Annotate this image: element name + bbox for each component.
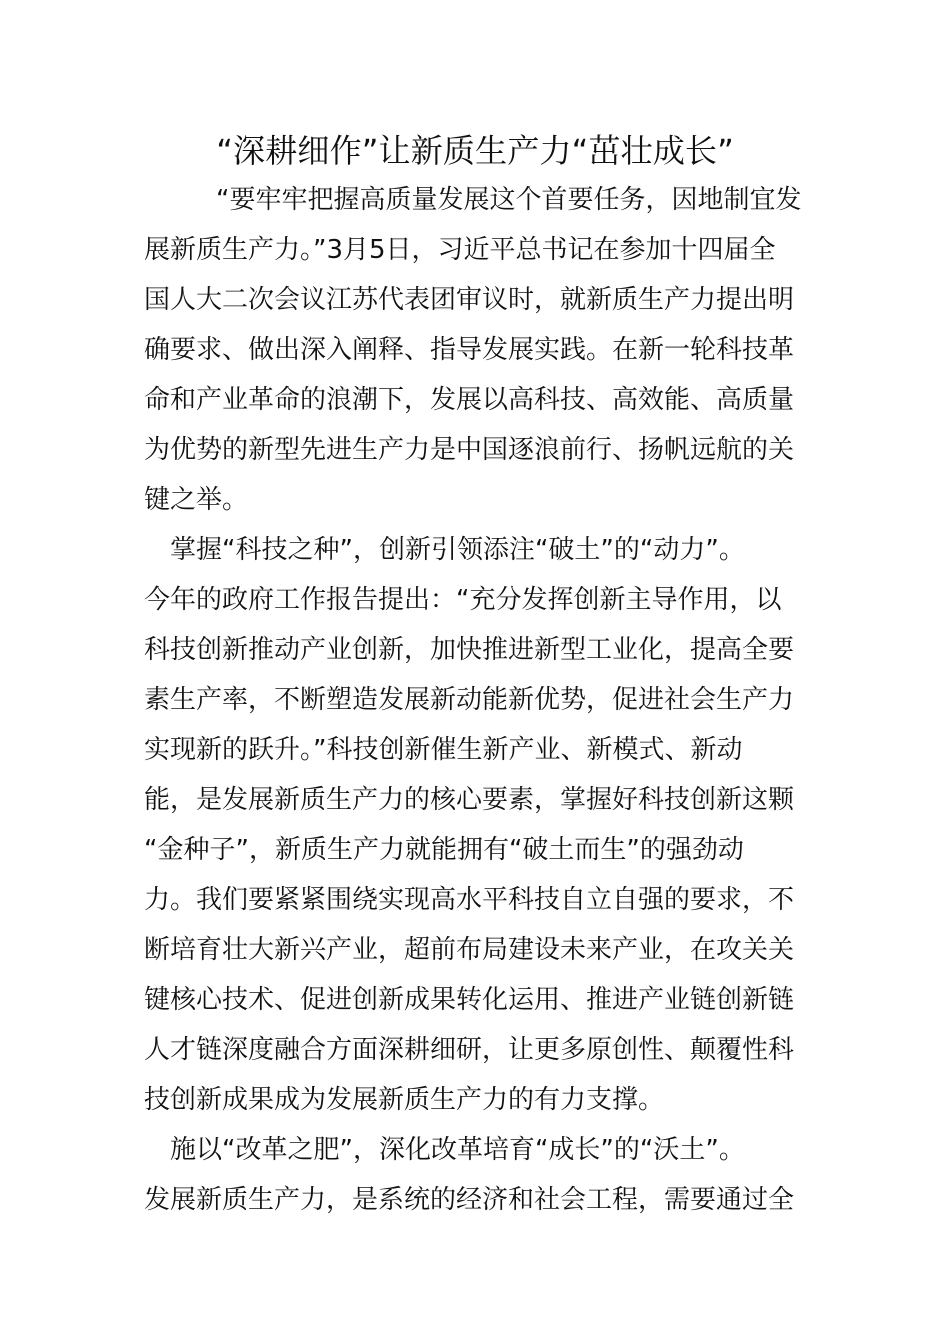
- body-line: 确要求、做出深入阐释、指导发展实践。在新一轮科技革: [144, 335, 795, 365]
- body-line: 今年的政府工作报告提出：“充分发挥创新主导作用，以: [144, 585, 782, 615]
- body-line: 能，是发展新质生产力的核心要素，掌握好科技创新这颗: [144, 785, 795, 815]
- body-line: 科技创新推动产业创新，加快推进新型工业化，提高全要: [144, 635, 795, 665]
- body-line: 掌握“科技之种”，创新引领添注“破土”的“动力”。: [170, 535, 745, 565]
- body-line: 国人大二次会议江苏代表团审议时，就新质生产力提出明: [144, 285, 795, 315]
- body-line: 发展新质生产力，是系统的经济和社会工程，需要通过全: [144, 1185, 795, 1215]
- body-line: 键之举。: [144, 485, 249, 515]
- body-line: 人才链深度融合方面深耕细研，让更多原创性、颠覆性科: [144, 1035, 795, 1065]
- body-line: 力。我们要紧紧围绕实现高水平科技自立自强的要求，不: [144, 885, 795, 915]
- body-line: 技创新成果成为发展新质生产力的有力支撑。: [144, 1085, 665, 1115]
- body-line: 命和产业革命的浪潮下，发展以高科技、高效能、高质量: [144, 385, 795, 415]
- body-line: 断培育壮大新兴产业，超前布局建设未来产业，在攻关关: [144, 935, 795, 965]
- body-line: 素生产率，不断塑造发展新动能新优势，促进社会生产力: [144, 685, 795, 715]
- body-line: 实现新的跃升。”科技创新催生新产业、新模式、新动: [144, 735, 743, 765]
- body-line: “要牢牢把握高质量发展这个首要任务，因地制宜发: [216, 185, 802, 215]
- document-title: “深耕细作”让新质生产力“茁壮成长”: [216, 132, 734, 170]
- body-line: 为优势的新型先进生产力是中国逐浪前行、扬帆远航的关: [144, 435, 795, 465]
- body-line: “金种子”，新质生产力就能拥有“破土而生”的强劲动: [144, 835, 744, 865]
- body-line: 键核心技术、促进创新成果转化运用、推进产业链创新链: [144, 985, 795, 1015]
- body-line: 展新质生产力。”3月5日，习近平总书记在参加十四届全: [144, 235, 776, 265]
- body-line: 施以“改革之肥”，深化改革培育“成长”的“沃土”。: [170, 1135, 745, 1165]
